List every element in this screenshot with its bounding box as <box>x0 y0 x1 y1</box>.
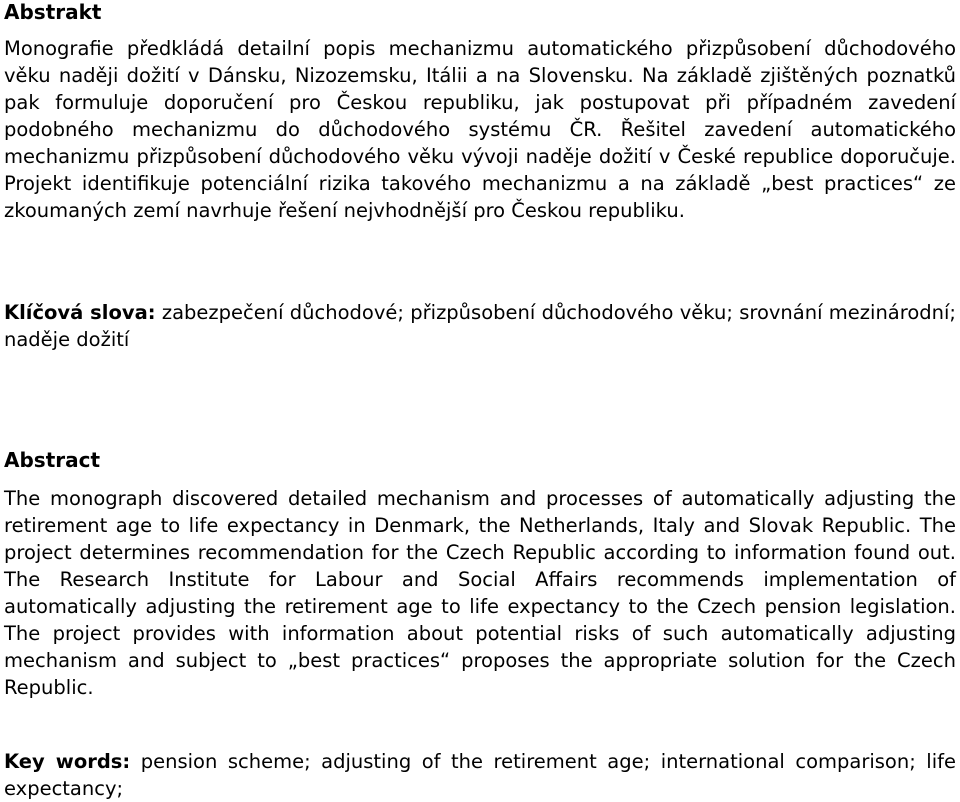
english-keywords-label: Key words: <box>4 750 131 773</box>
czech-keywords <box>4 299 956 353</box>
czech-keywords-text: zabezpečení důchodové; přizpůsobení důchodového věku; srovnání mezinárodní; naděje dožití <box>4 301 956 351</box>
english-keywords <box>4 748 956 802</box>
english-abstract-text: The monograph discovered detailed mechanism and processes of automatically adjusting the retirement age to life expectancy in Denmark, the Netherlands, Italy and Slovak Republic. The project determines recommendation for the Czech Republic according to information found out. The Research Institute for Labour and Social Affairs recommends implementation of automatically adjusting the retirement age to life expectancy to the Czech pension legislation. The project provides with information about potential risks of such automatically adjusting mechanism and subject to „best practices“ proposes the appropriate solution for the Czech Republic. <box>4 487 956 699</box>
english-abstract-heading: Abstract <box>4 448 101 472</box>
czech-abstract-text: Monografie předkládá detailní popis mechanizmu automatického přizpůsobení důchodového věku naději dožití v Dánsku, Nizozemsku, Itálii a na Slovensku. Na základě zjištěných poznatků pak formuluje doporučení pro Českou republiku, jak postupovat při případném zavedení podobného mechanizmu do důchodového systému ČR. Řešitel zavedení automatického mechanizmu přizpůsobení důchodového věku vývoji naděje dožití v České republice doporučuje. Projekt identifikuje potenciální rizika takového mechanizmu a na základě „best practices“ ze zkoumaných zemí navrhuje řešení nejvhodnější pro Českou republiku. <box>4 37 956 222</box>
czech-keywords-label: Klíčová slova: <box>4 301 156 324</box>
english-keywords-text: pension scheme; adjusting of the retirement age; international comparison; life expectancy; <box>4 750 956 800</box>
czech-abstract-heading: Abstrakt <box>4 0 102 24</box>
